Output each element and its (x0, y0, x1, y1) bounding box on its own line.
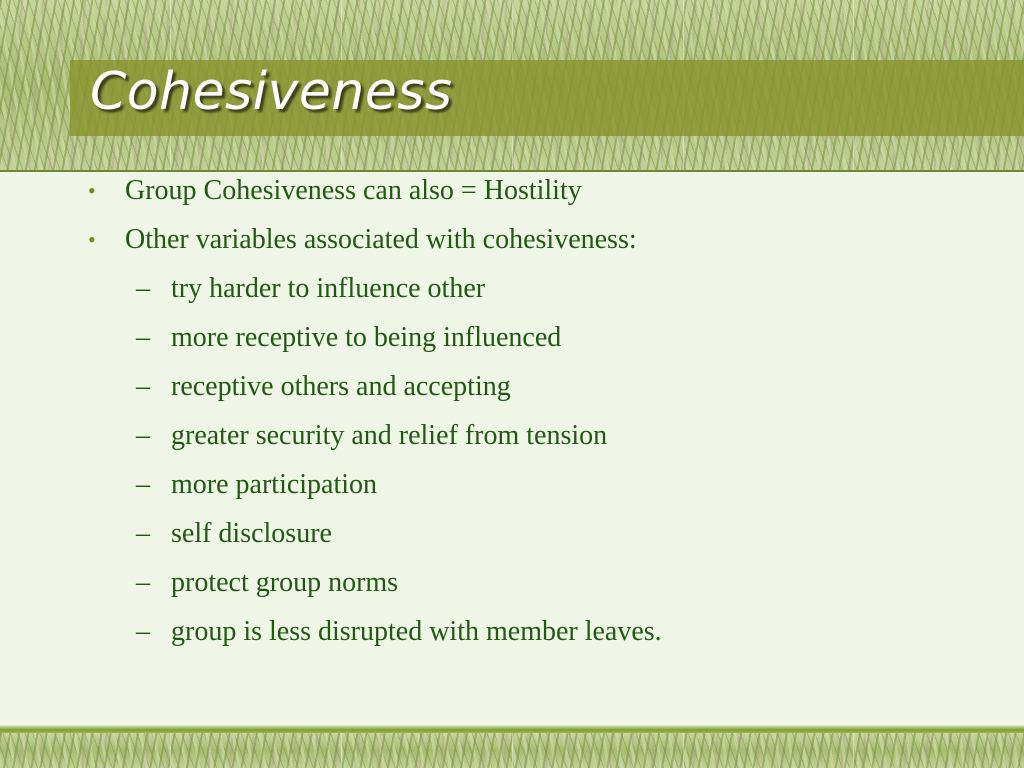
sub-bullet-text: self disclosure (171, 518, 332, 549)
sub-bullet-text: protect group norms (171, 567, 399, 598)
sub-bullet-marker: – (136, 273, 150, 304)
texture-seam (853, 733, 854, 768)
sub-bullet-marker: – (136, 518, 150, 549)
texture-seam (512, 733, 513, 768)
bullet-marker: • (88, 227, 96, 252)
texture-seam (341, 733, 342, 768)
grass-footer-background (0, 733, 1024, 768)
texture-seam (170, 733, 171, 768)
header-divider (0, 170, 1024, 172)
sub-bullet-text: try harder to influence other (171, 273, 486, 304)
sub-bullet-marker: – (136, 420, 150, 451)
sub-bullet-text: receptive others and accepting (171, 371, 511, 402)
slide-title: Cohesiveness (90, 62, 453, 122)
texture-seam (683, 733, 684, 768)
bullet-text: Group Cohesiveness can also = Hostility (125, 175, 582, 206)
sub-bullet-text: group is less disrupted with member leaves. (171, 616, 662, 647)
sub-bullet-text: more participation (171, 469, 378, 500)
sub-bullet-text: more receptive to being influenced (171, 322, 562, 353)
bullet-marker: • (88, 178, 96, 203)
sub-bullet-marker: – (136, 616, 150, 647)
sub-bullet-marker: – (136, 371, 150, 402)
sub-bullet-marker: – (136, 469, 150, 500)
sub-bullet-marker: – (136, 567, 150, 598)
footer-divider (0, 725, 1024, 733)
sub-bullet-marker: – (136, 322, 150, 353)
sub-bullet-text: greater security and relief from tension (171, 420, 608, 451)
bullet-text: Other variables associated with cohesiveness: (125, 224, 637, 255)
